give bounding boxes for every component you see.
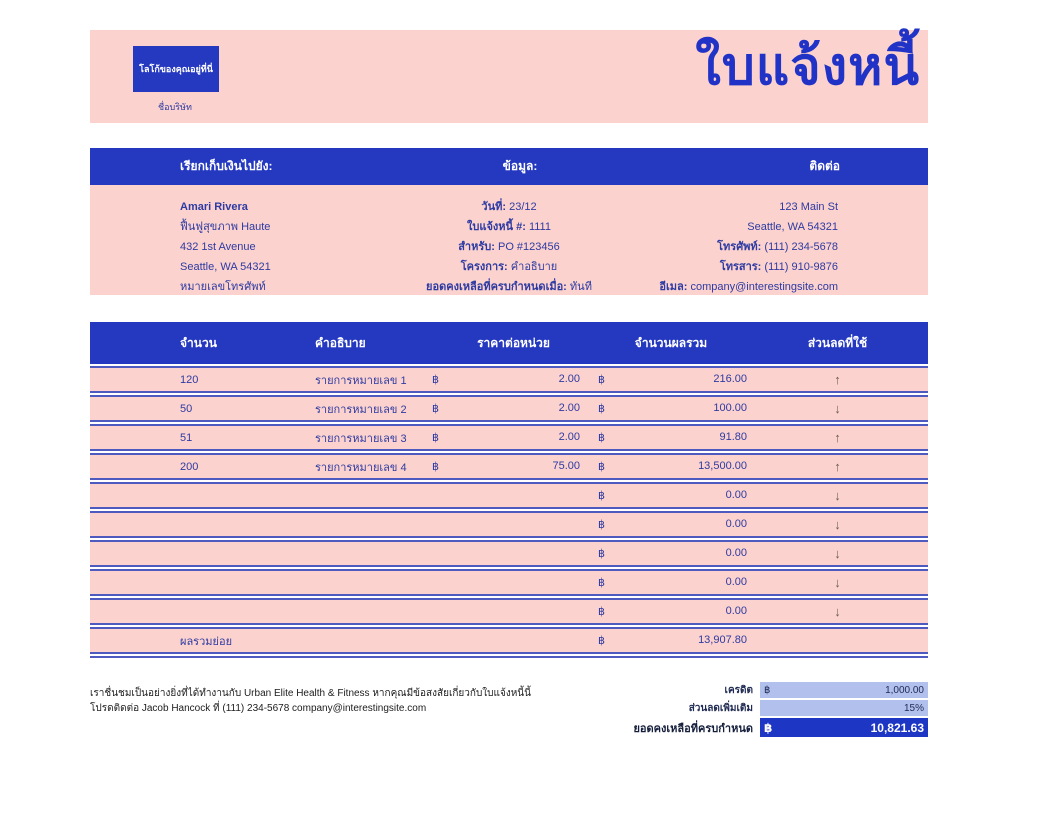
info-label: สำหรับ:	[458, 241, 495, 253]
header-discount: ส่วนลดที่ใช้	[807, 335, 868, 350]
info-label: โครงการ:	[460, 261, 508, 273]
extra-discount-value: 15%	[903, 702, 924, 714]
baht-currency-symbol: ฿	[432, 461, 439, 473]
cell-line-total	[595, 460, 747, 473]
info-value: คำอธิบาย	[510, 261, 558, 273]
extra-discount-label: ส่วนลดเพิ่มเติม	[688, 702, 753, 714]
contact-label: โทรศัพท์:	[717, 241, 762, 253]
contact-address1: 123 Main St	[779, 201, 838, 213]
line-total-value: 0.00	[725, 518, 747, 530]
customer-address2: Seattle, WA 54321	[180, 261, 271, 273]
logo-placeholder-button[interactable]: โลโก้ของคุณอยู่ที่นี่	[133, 46, 219, 92]
company-name-label: ชื่อบริษัท	[158, 102, 192, 112]
contact-rows	[659, 237, 838, 297]
invoice-sheet	[90, 30, 928, 739]
table-row[interactable]	[90, 366, 928, 393]
cell-unit-price	[432, 402, 595, 415]
info-label: วันที่:	[481, 201, 507, 213]
contact-block	[659, 197, 838, 297]
table-row[interactable]	[90, 511, 928, 538]
header-total: จำนวนผลรวม	[634, 335, 708, 350]
line-total-value: 0.00	[725, 489, 747, 501]
baht-currency-symbol: ฿	[598, 635, 605, 647]
cell-quantity: 51	[180, 431, 193, 444]
baht-currency-symbol: ฿	[764, 720, 773, 735]
subtotal-total-cell	[595, 634, 747, 647]
customer-name: Amari Rivera	[180, 201, 248, 213]
arrow-down-icon: ↓	[834, 575, 841, 590]
baht-currency-symbol: ฿	[598, 374, 605, 386]
line-total-value: 0.00	[725, 605, 747, 617]
cell-line-total	[595, 518, 747, 531]
table-row[interactable]	[90, 569, 928, 596]
contact-heading: ติดต่อ	[809, 159, 840, 173]
line-total-value: 216.00	[713, 373, 747, 385]
cell-line-total	[595, 402, 747, 415]
table-row[interactable]	[90, 424, 928, 451]
unit-price-value: 2.00	[558, 402, 580, 414]
section-header-bar	[90, 148, 928, 185]
info-label: ใบแจ้งหนี้ #:	[467, 221, 526, 233]
subtotal-row[interactable]	[90, 627, 928, 654]
invoice-details-panel	[90, 185, 928, 295]
table-row[interactable]	[90, 540, 928, 567]
subtotal-label: ผลรวมย่อย	[180, 635, 233, 648]
cell-quantity: 120	[180, 373, 199, 386]
cell-line-total	[595, 605, 747, 618]
line-total-value: 0.00	[725, 576, 747, 588]
info-value: 23/12	[509, 201, 537, 213]
line-total-value: 100.00	[713, 402, 747, 414]
contact-label: อีเมล:	[659, 281, 688, 293]
line-total-value: 0.00	[725, 547, 747, 559]
arrow-up-icon: ↑	[834, 430, 841, 445]
cell-unit-price	[432, 373, 595, 386]
table-body	[90, 366, 928, 625]
customer-phone-note: หมายเลขโทรศัพท์	[180, 281, 266, 293]
page-title: ใบแจ้งหนี้	[695, 38, 920, 96]
cell-line-total	[595, 489, 747, 502]
contact-address2: Seattle, WA 54321	[747, 221, 838, 233]
balance-due-box[interactable]	[760, 718, 928, 737]
line-total-value: 91.80	[719, 431, 747, 443]
header-unit-price: ราคาต่อหน่วย	[477, 335, 550, 350]
cell-unit-price	[432, 431, 595, 444]
info-label: ยอดคงเหลือที่ครบกำหนดเมื่อ:	[426, 281, 567, 293]
baht-currency-symbol: ฿	[598, 548, 605, 560]
info-value: 1111	[528, 221, 551, 233]
table-row[interactable]	[90, 395, 928, 422]
totals-block	[583, 682, 928, 739]
contact-value: (111) 234-5678	[764, 241, 838, 253]
contact-line	[659, 257, 838, 277]
header-quantity: จำนวน	[180, 335, 217, 350]
cell-description: รายการหมายเลข 4	[315, 461, 407, 474]
cell-line-total	[595, 576, 747, 589]
baht-currency-symbol: ฿	[598, 606, 605, 618]
contact-value: (111) 910-9876	[764, 261, 838, 273]
bottom-section	[90, 682, 928, 739]
baht-currency-symbol: ฿	[598, 490, 605, 502]
footer-notes	[90, 682, 531, 739]
extra-discount-box[interactable]	[760, 700, 928, 716]
unit-price-value: 2.00	[558, 373, 580, 385]
arrow-down-icon: ↓	[834, 401, 841, 416]
cell-description: รายการหมายเลข 2	[315, 403, 407, 416]
customer-address1: 432 1st Avenue	[180, 241, 256, 253]
cell-description: รายการหมายเลข 1	[315, 374, 407, 387]
table-bottom-divider	[90, 656, 928, 658]
baht-currency-symbol: ฿	[598, 577, 605, 589]
top-header-band	[90, 30, 928, 123]
cell-quantity: 200	[180, 460, 199, 473]
subtotal-value: 13,907.80	[698, 634, 747, 646]
credit-amount-box[interactable]	[760, 682, 928, 698]
table-header-row	[90, 322, 928, 364]
unit-price-value: 2.00	[558, 431, 580, 443]
customer-company: ฟื้นฟูสุขภาพ Haute	[180, 221, 271, 233]
arrow-down-icon: ↓	[834, 604, 841, 619]
cell-description: รายการหมายเลข 3	[315, 432, 407, 445]
balance-due-value: 10,821.63	[870, 720, 924, 735]
info-value: ทันที	[569, 281, 592, 293]
baht-currency-symbol: ฿	[432, 432, 439, 444]
cell-line-total	[595, 373, 747, 386]
contact-label: โทรสาร:	[719, 261, 762, 273]
table-row[interactable]	[90, 482, 928, 509]
baht-currency-symbol: ฿	[764, 684, 771, 696]
baht-currency-symbol: ฿	[598, 519, 605, 531]
baht-currency-symbol: ฿	[598, 432, 605, 444]
credit-row	[583, 682, 928, 698]
line-total-value: 13,500.00	[698, 460, 747, 472]
footer-note-line2: โปรดติดต่อ Jacob Hancock ที่ (111) 234-5678 company@interestingsite.com	[90, 703, 427, 714]
footer-note-line1: เราชื่นชมเป็นอย่างยิ่งที่ได้ทำงานกับ Urban Elite Health & Fitness หากคุณมีข้อสงสัยเกี่ยวกับใบแจ้งหนี้นี้	[90, 688, 531, 699]
arrow-down-icon: ↓	[834, 488, 841, 503]
info-heading: ข้อมูล:	[502, 159, 538, 173]
unit-price-value: 75.00	[552, 460, 580, 472]
baht-currency-symbol: ฿	[598, 403, 605, 415]
arrow-down-icon: ↓	[834, 546, 841, 561]
baht-currency-symbol: ฿	[598, 461, 605, 473]
arrow-up-icon: ↑	[834, 459, 841, 474]
arrow-up-icon: ↑	[834, 372, 841, 387]
contact-line	[659, 237, 838, 257]
cell-line-total	[595, 547, 747, 560]
bill-to-heading: เรียกเก็บเงินไปยัง:	[180, 159, 273, 173]
credit-label: เครดิต	[724, 684, 753, 696]
credit-value: 1,000.00	[885, 684, 924, 696]
arrow-down-icon: ↓	[834, 517, 841, 532]
cell-line-total	[595, 431, 747, 444]
header-description: คำอธิบาย	[315, 335, 366, 350]
info-value: PO #123456	[497, 241, 560, 253]
table-row[interactable]	[90, 453, 928, 480]
baht-currency-symbol: ฿	[432, 403, 439, 415]
cell-quantity: 50	[180, 402, 193, 415]
balance-due-label: ยอดคงเหลือที่ครบกำหนด	[633, 722, 753, 735]
contact-line	[659, 277, 838, 297]
cell-unit-price	[432, 460, 595, 473]
extra-discount-row	[583, 700, 928, 716]
table-row[interactable]	[90, 598, 928, 625]
baht-currency-symbol: ฿	[432, 374, 439, 386]
balance-due-row	[583, 718, 928, 737]
contact-value: company@interestingsite.com	[690, 281, 838, 293]
